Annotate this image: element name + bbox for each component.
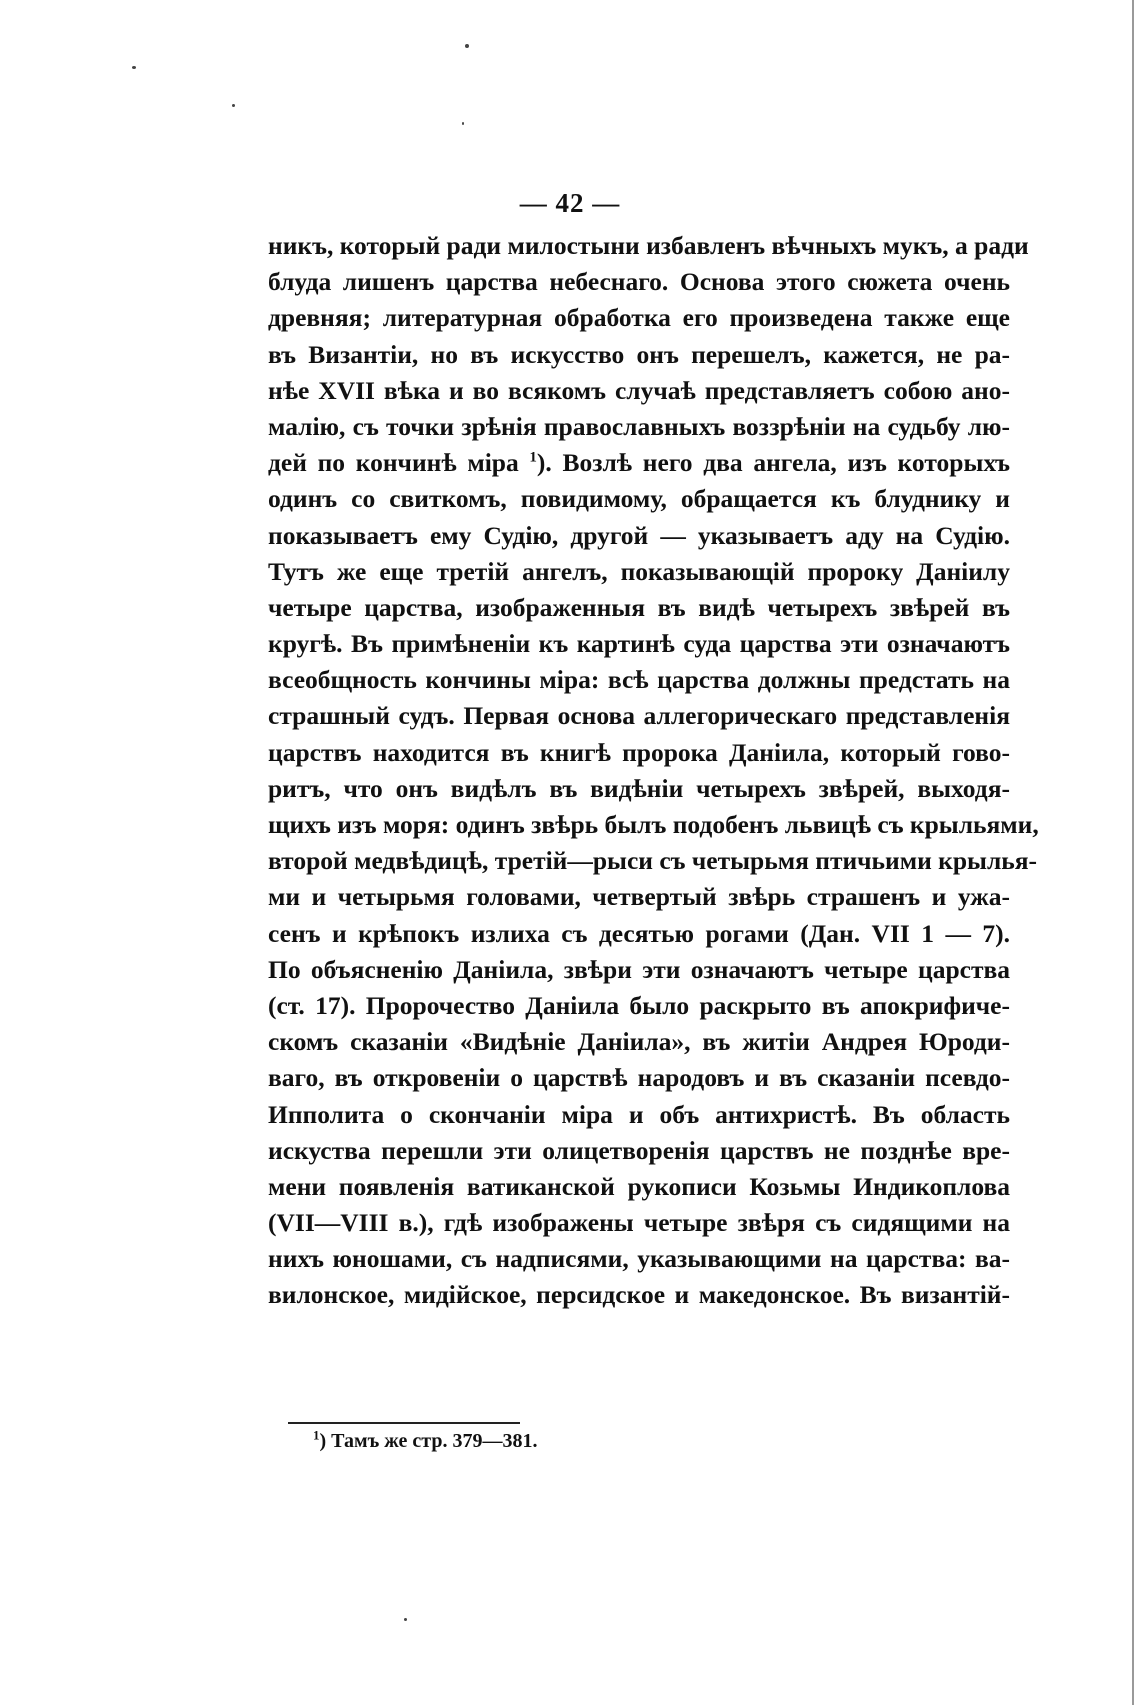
text-line: страшный судъ. Первая основа аллегорическаго представленія <box>268 701 1010 731</box>
text-line: щихъ изъ моря: одинъ звѣрь былъ подобенъ львицѣ съ крыльями, <box>268 810 1039 839</box>
scan-speck <box>462 122 464 125</box>
text-line: блуда лишенъ царства небеснаго. Основа этого сюжета очень <box>268 267 1010 297</box>
text-line: въ Византіи, но въ искусство онъ перешелъ, кажется, не ра- <box>268 339 1010 369</box>
text-fragment: дей по кончинѣ міра <box>268 448 519 478</box>
text-line: ми и четырьмя головами, четвертый звѣрь страшенъ и ужа- <box>268 882 1010 912</box>
footnote-divider <box>288 1422 520 1424</box>
text-fragment: ). Возлѣ него два ангела, изъ которыхъ <box>536 448 1010 478</box>
footnote <box>313 1427 538 1453</box>
text-line: показываетъ ему Судію, другой — указываетъ аду на Судію. <box>268 520 1010 550</box>
text-line-with-footnote-ref <box>268 445 1010 481</box>
text-line: кругѣ. Въ примѣненіи къ картинѣ суда царства эти означаютъ <box>268 629 1010 659</box>
text-line: Тутъ же еще третій ангелъ, показывающій пророку Даніилу <box>268 556 1010 586</box>
scan-speck <box>132 66 136 69</box>
text-line: Ипполита о скончаніи міра и объ антихристѣ. Въ область <box>268 1099 1010 1129</box>
text-line: ритъ, что онъ видѣлъ въ видѣніи четырехъ звѣрей, выходя- <box>268 773 1010 803</box>
text-line: второй медвѣдицѣ, третій—рыси съ четырьмя птичьими крылья- <box>268 846 1038 876</box>
text-line: четыре царства, изображенныя въ видѣ четырехъ звѣрей въ <box>268 592 1010 622</box>
text-line: вилонское, мидійское, персидское и македонское. Въ византій- <box>268 1280 1010 1310</box>
footnote-reference: 1 <box>529 449 537 466</box>
page-edge-shadow <box>1132 0 1134 1705</box>
text-line: По объясненію Даніила, звѣри эти означаютъ четыре царства <box>268 954 1010 984</box>
text-line: (ст. 17). Пророчество Даніила было раскрыто въ апокрифиче- <box>268 990 1010 1020</box>
footnote-marker: 1 <box>313 1427 320 1443</box>
text-line: царствъ находится въ книгѣ пророка Даніила, который гово- <box>268 737 1010 767</box>
scan-speck <box>232 104 235 107</box>
scan-speck <box>465 44 469 48</box>
text-line: малію, съ точки зрѣнія православныхъ воззрѣніи на судьбу лю- <box>268 411 1010 441</box>
text-line: нихъ юношами, съ надписями, указывающими на царства: ва- <box>268 1244 1010 1274</box>
text-line: искуства перешли эти олицетворенія царствъ не позднѣе вре- <box>268 1135 1010 1165</box>
scan-speck <box>404 1618 407 1621</box>
text-line: никъ, который ради милостыни избавленъ вѣчныхъ мукъ, а ради <box>268 231 1029 260</box>
text-line: одинъ со свиткомъ, повидимому, обращается къ блуднику и <box>268 484 1010 514</box>
text-line: сенъ и крѣпокъ излиха съ десятью рогами (Дан. VII 1 — 7). <box>268 918 1010 948</box>
text-line: всеобщность кончины міра: всѣ царства должны предстать на <box>268 665 1010 695</box>
page-number: — 42 — <box>519 188 621 218</box>
body-text <box>268 228 1039 1314</box>
footnote-text: ) Тамъ же стр. 379—381. <box>319 1430 538 1452</box>
text-line: (VII—VIII в.), гдѣ изображены четыре звѣря съ сидящими на <box>268 1208 1010 1238</box>
text-line: нѣе XVII вѣка и во всякомъ случаѣ представляетъ собою ано- <box>268 375 1010 405</box>
text-line: древняя; литературная обработка его произведена также еще <box>268 303 1010 333</box>
text-line: мени появленія ватиканской рукописи Козьмы Индикоплова <box>268 1171 1010 1201</box>
text-line: ваго, въ откровеніи о царствѣ народовъ и въ сказаніи псевдо- <box>268 1063 1010 1093</box>
text-line: скомъ сказаніи «Видѣніе Даніила», въ житіи Андрея Юроди- <box>268 1027 1010 1057</box>
